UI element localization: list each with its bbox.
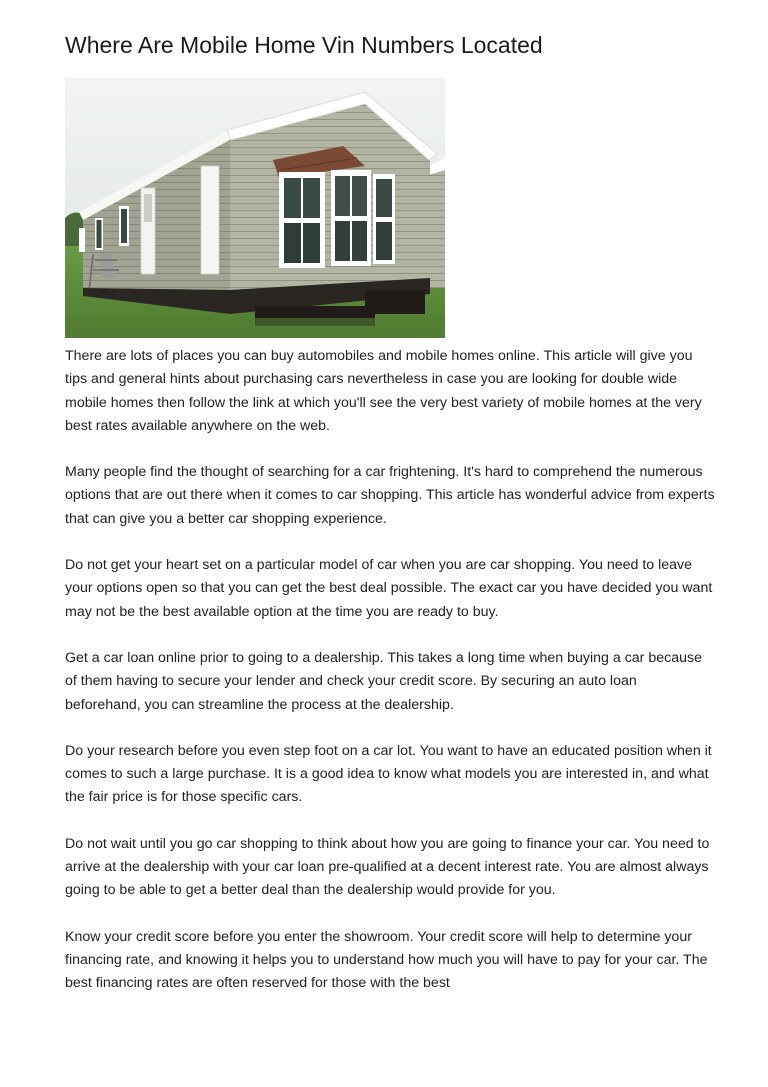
page-title: Where Are Mobile Home Vin Numbers Located	[65, 32, 543, 58]
paragraph-2: Many people find the thought of searching for a car frightening. It's hard to comprehend the numerous options that are out there when it comes to car shopping. This article has wonderful advice from experts that can give you a better car shopping experience.	[65, 464, 715, 527]
paragraph-7: Know your credit score before you enter the showroom. Your credit score will help to determine your financing rate, and knowing it helps you to understand how much you will have to pay for your car. The best financing rates are often reserved for those with the best	[65, 928, 708, 992]
article-body	[65, 345, 715, 1019]
paragraph-1: There are lots of places you can buy automobiles and mobile homes online. This article will give you tips and general hints about purchasing cars nevertheless in case you are looking for double wide mobile homes then follow the link at which you'll see the very best variety of mobile homes at the very best rates available anywhere on the web.	[65, 348, 702, 434]
paragraph-5: Do your research before you even step foot on a car lot. You want to have an educated position when it comes to such a large purchase. It is a good idea to know what models you are interested in, and what the fair price is for those specific cars.	[65, 742, 712, 806]
paragraph-4: Get a car loan online prior to going to a dealership. This takes a long time when buying a car because of them having to secure your lender and check your credit score. By securing an auto loan beforehand, you can streamline the process at the dealership.	[65, 649, 702, 713]
paragraph-3: Do not get your heart set on a particular model of car when you are car shopping. You need to leave your options open so that you can get the best deal possible. The exact car you have decided you want may not be the best available option at the time you are ready to buy.	[65, 557, 713, 620]
mobile-home-photo	[65, 78, 445, 338]
paragraph-6: Do not wait until you go car shopping to think about how you are going to finance your car. You need to arrive at the dealership with your car loan pre-qualified at a decent interest rate. You are almost always going to be able to get a better deal than the dealership would provide for you.	[65, 835, 710, 899]
